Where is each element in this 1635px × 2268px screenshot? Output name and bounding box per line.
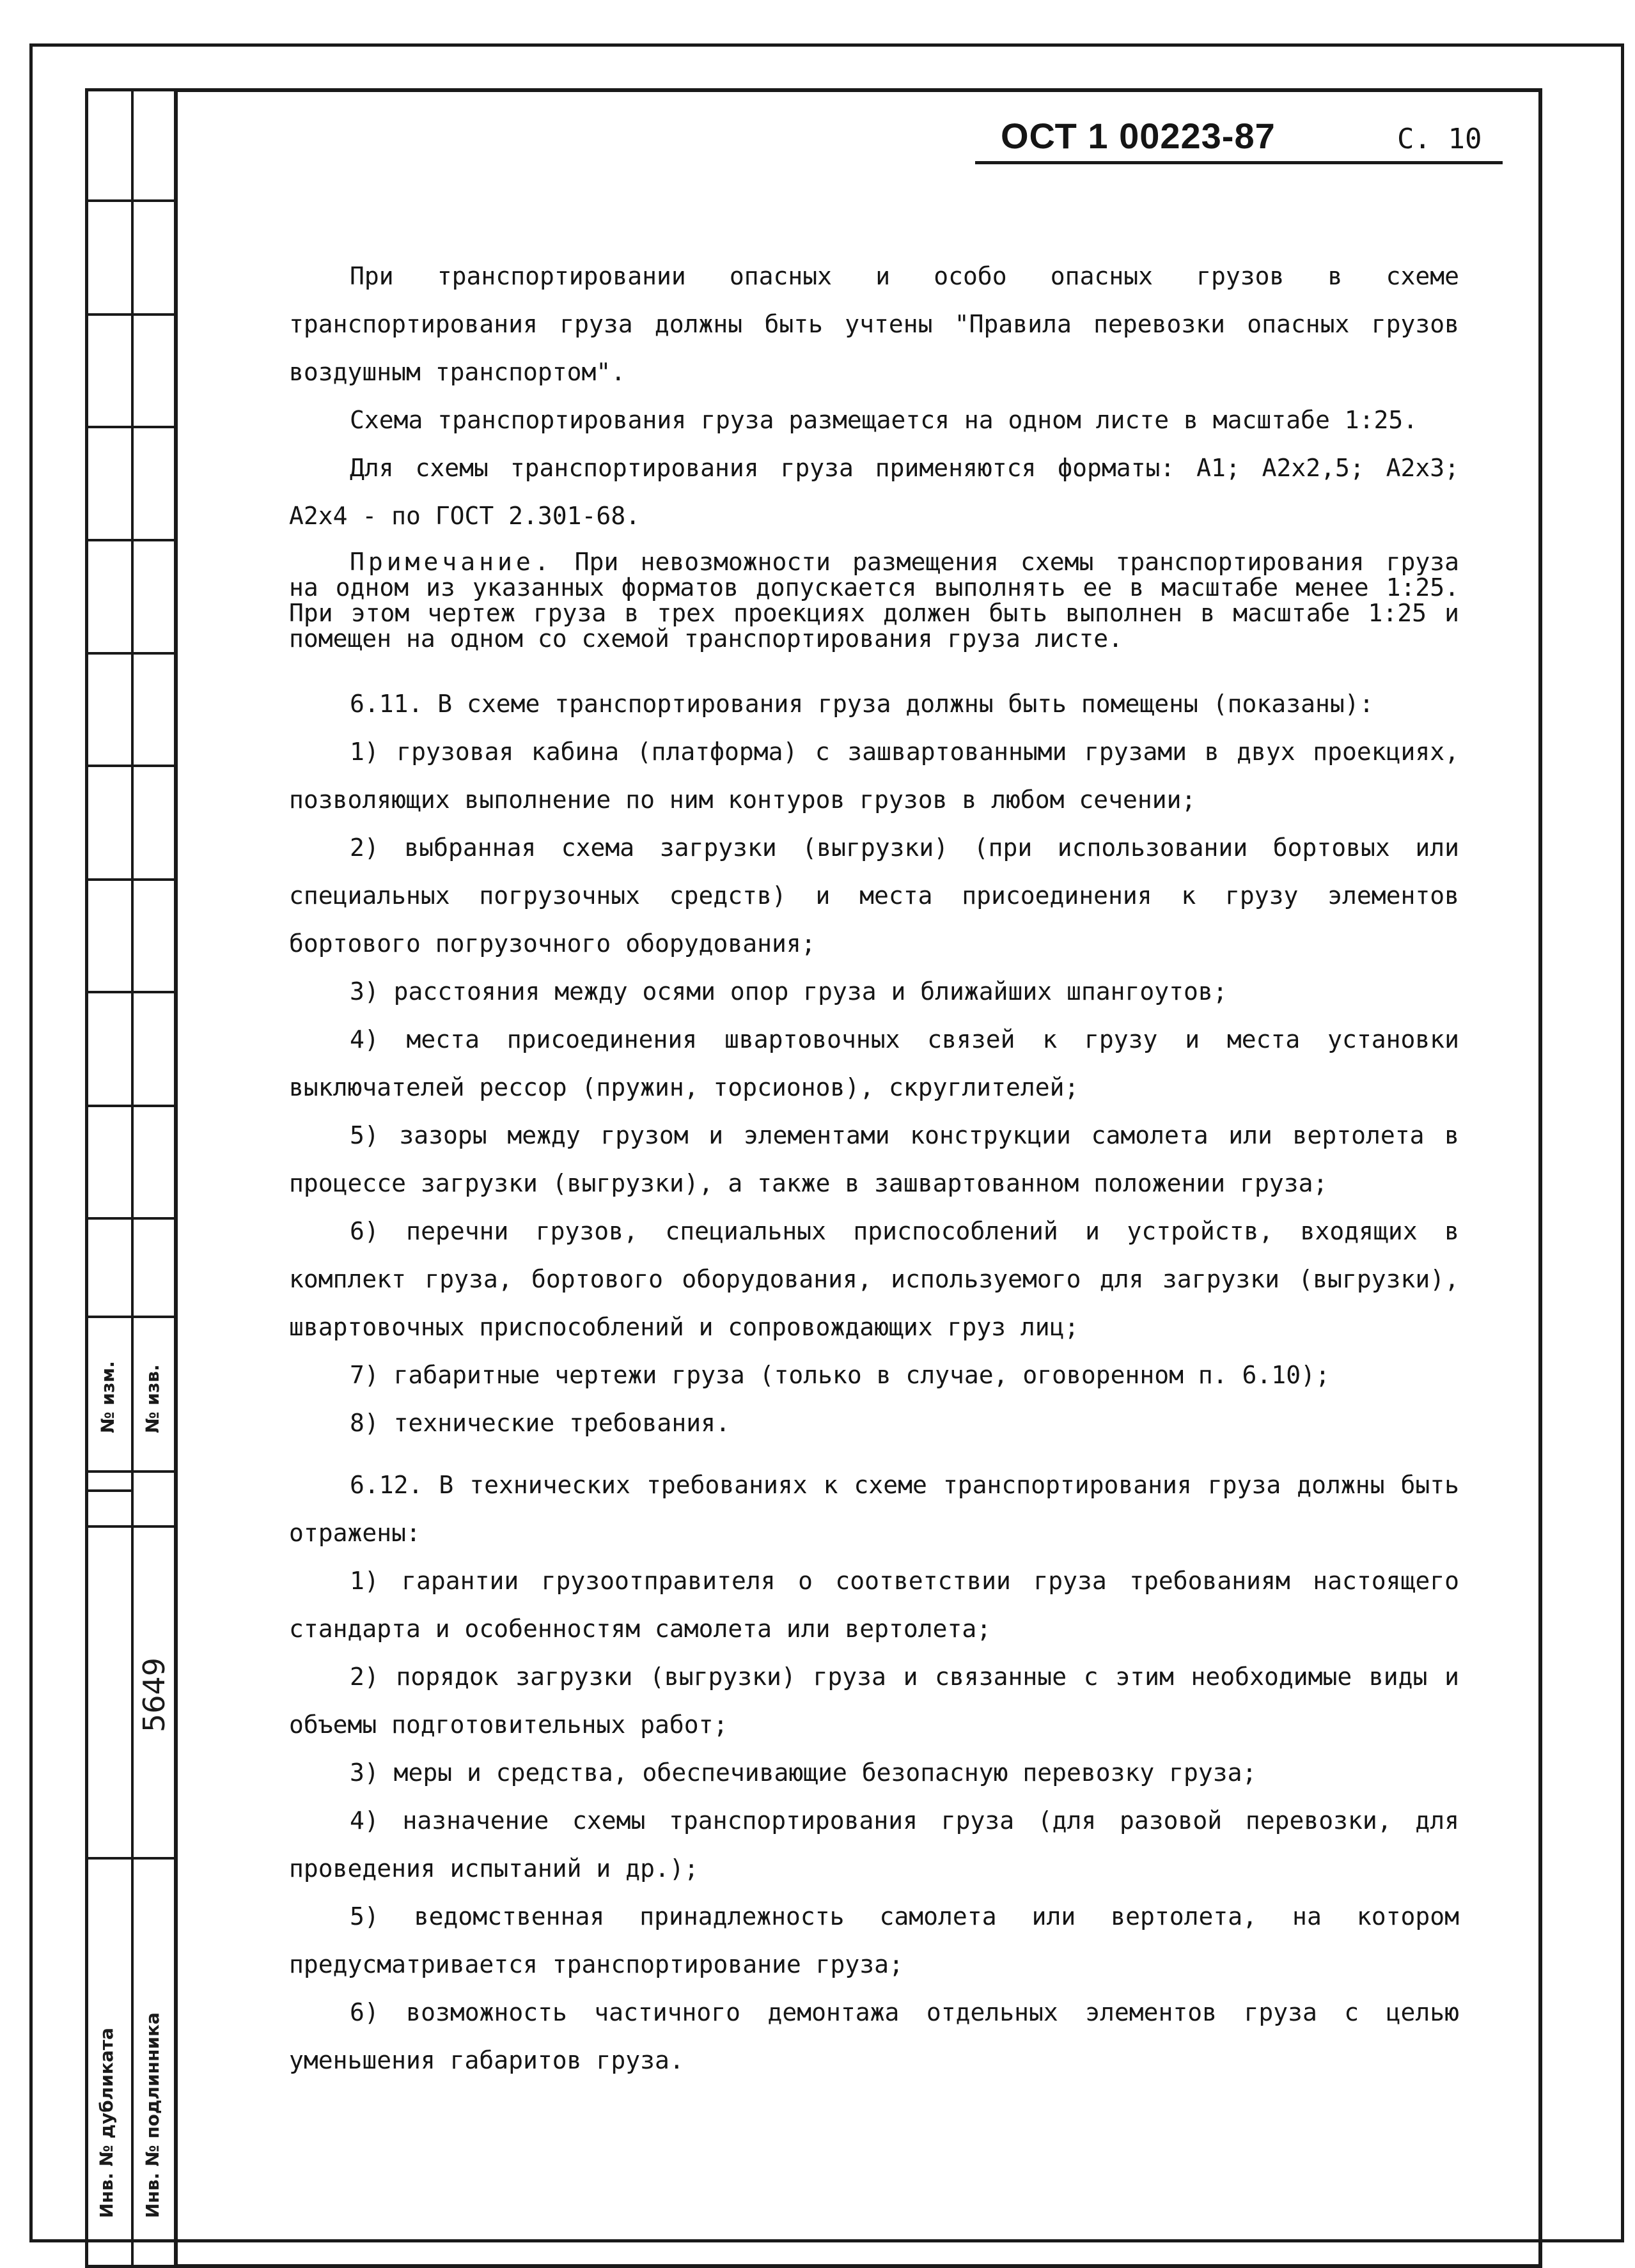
strip-cell-line xyxy=(85,199,174,202)
strip-cell-line xyxy=(85,539,174,541)
original-inventory-label: Инв. № подлинника xyxy=(142,2012,163,2218)
list-item: 7) габаритные чертежи груза (только в случае, оговоренном п. 6.10); xyxy=(350,1361,1330,1389)
strip-cell-line xyxy=(85,1470,174,1473)
inventory-number: 5649 xyxy=(137,1657,171,1732)
list-item: 5) ведомственная принадлежность самолета или вертолета, на котором предусматривается транспортирование груза; xyxy=(289,1902,1459,1978)
duplicate-inventory-label: Инв. № дубликата xyxy=(96,2028,117,2218)
list-item: 1) гарантии грузоотправителя о соответствии груза требованиям настоящего стандарта и особенностям самолета или вертолета; xyxy=(289,1567,1459,1643)
strip-cell-line xyxy=(85,1489,131,1492)
strip-cell-line xyxy=(85,1217,174,1220)
page-number: С. 10 xyxy=(1397,123,1482,155)
list-item: 4) назначение схемы транспортирования груза (для разовой перевозки, для проведения испытаний и др.); xyxy=(289,1806,1459,1883)
strip-cell-line xyxy=(85,991,174,993)
note-label: Примечание. xyxy=(350,548,553,576)
list-item: 6) перечни грузов, специальных приспособлений и устройств, входящих в комплект груза, бортового оборудования, используемого для загрузки (выгрузки), швартовочных приспособлений и сопровождающих груз лиц; xyxy=(289,1217,1459,1341)
section-intro: 6.11. В схеме транспортирования груза должны быть помещены (показаны): xyxy=(350,690,1374,718)
strip-cell-line xyxy=(85,1857,174,1860)
side-stamp-strip xyxy=(85,88,174,2268)
note xyxy=(289,549,1459,651)
list-item: 2) выбранная схема загрузки (выгрузки) (при использовании бортовых или специальных погрузочных средств) и места присоединения к грузу элементов бортового погрузочного оборудования; xyxy=(289,834,1459,958)
strip-cell-line xyxy=(85,1316,174,1318)
strip-cell-line xyxy=(85,426,174,428)
list-item: 1) грузовая кабина (платформа) с зашвартованными грузами в двух проекциях, позволяющих выполнение по ним контуров грузов в любом сечении; xyxy=(289,738,1459,814)
document-body xyxy=(289,252,1459,2085)
change-number-label: № изм. xyxy=(97,1361,118,1433)
section-intro: 6.12. В технических требованиях к схеме транспортирования груза должны быть отражены: xyxy=(289,1471,1459,1547)
page-header xyxy=(975,115,1503,166)
paragraph: При транспортировании опасных и особо опасных грузов в схеме транспортирования груза должны быть учтены "Правила перевозки опасных грузов воздушным транспортом". xyxy=(289,262,1459,386)
strip-cell-line xyxy=(85,1105,174,1107)
list-item: 5) зазоры между грузом и элементами конструкции самолета или вертолета в процессе загрузки (выгрузки), а также в зашвартованном положении груза; xyxy=(289,1121,1459,1197)
strip-cell-line xyxy=(85,313,174,316)
list-item: 3) меры и средства, обеспечивающие безопасную перевозку груза; xyxy=(350,1759,1257,1787)
notice-number-label: № изв. xyxy=(142,1364,163,1433)
document-code: ОСТ 1 00223-87 xyxy=(1001,116,1276,156)
list-item: 8) технические требования. xyxy=(350,1409,730,1437)
paragraph: Схема транспортирования груза размещается на одном листе в масштабе 1:25. xyxy=(350,406,1418,434)
list-item: 4) места присоединения швартовочных связей к грузу и места установки выключателей рессор (пружин, торсионов), скруглителей; xyxy=(289,1025,1459,1101)
strip-cell-line xyxy=(85,878,174,881)
strip-cell-line xyxy=(85,652,174,655)
note-text: При невозможности размещения схемы транспортирования груза на одном из указанных форматов допускается выполнять ее в масштабе менее 1:25. При этом чертеж груза в трех проекциях должен быть выполнен в масштабе 1:25 и помещен на одном со схемой транспортирования груза листе. xyxy=(289,548,1459,653)
list-item: 6) возможность частичного демонтажа отдельных элементов груза с целью уменьшения габаритов груза. xyxy=(289,1998,1459,2074)
strip-cell-line xyxy=(85,1525,174,1528)
side-stamp-divider xyxy=(131,88,134,2268)
paragraph: Для схемы транспортирования груза применяются форматы: А1; А2х2,5; А2х3; А2х4 - по ГОСТ 2.301-68. xyxy=(289,454,1459,530)
list-item: 2) порядок загрузки (выгрузки) груза и связанные с этим необходимые виды и объемы подготовительных работ; xyxy=(289,1663,1459,1739)
list-item: 3) расстояния между осями опор груза и ближайших шпангоутов; xyxy=(350,977,1228,1006)
strip-cell-line xyxy=(85,765,174,767)
header-rule xyxy=(975,161,1503,164)
